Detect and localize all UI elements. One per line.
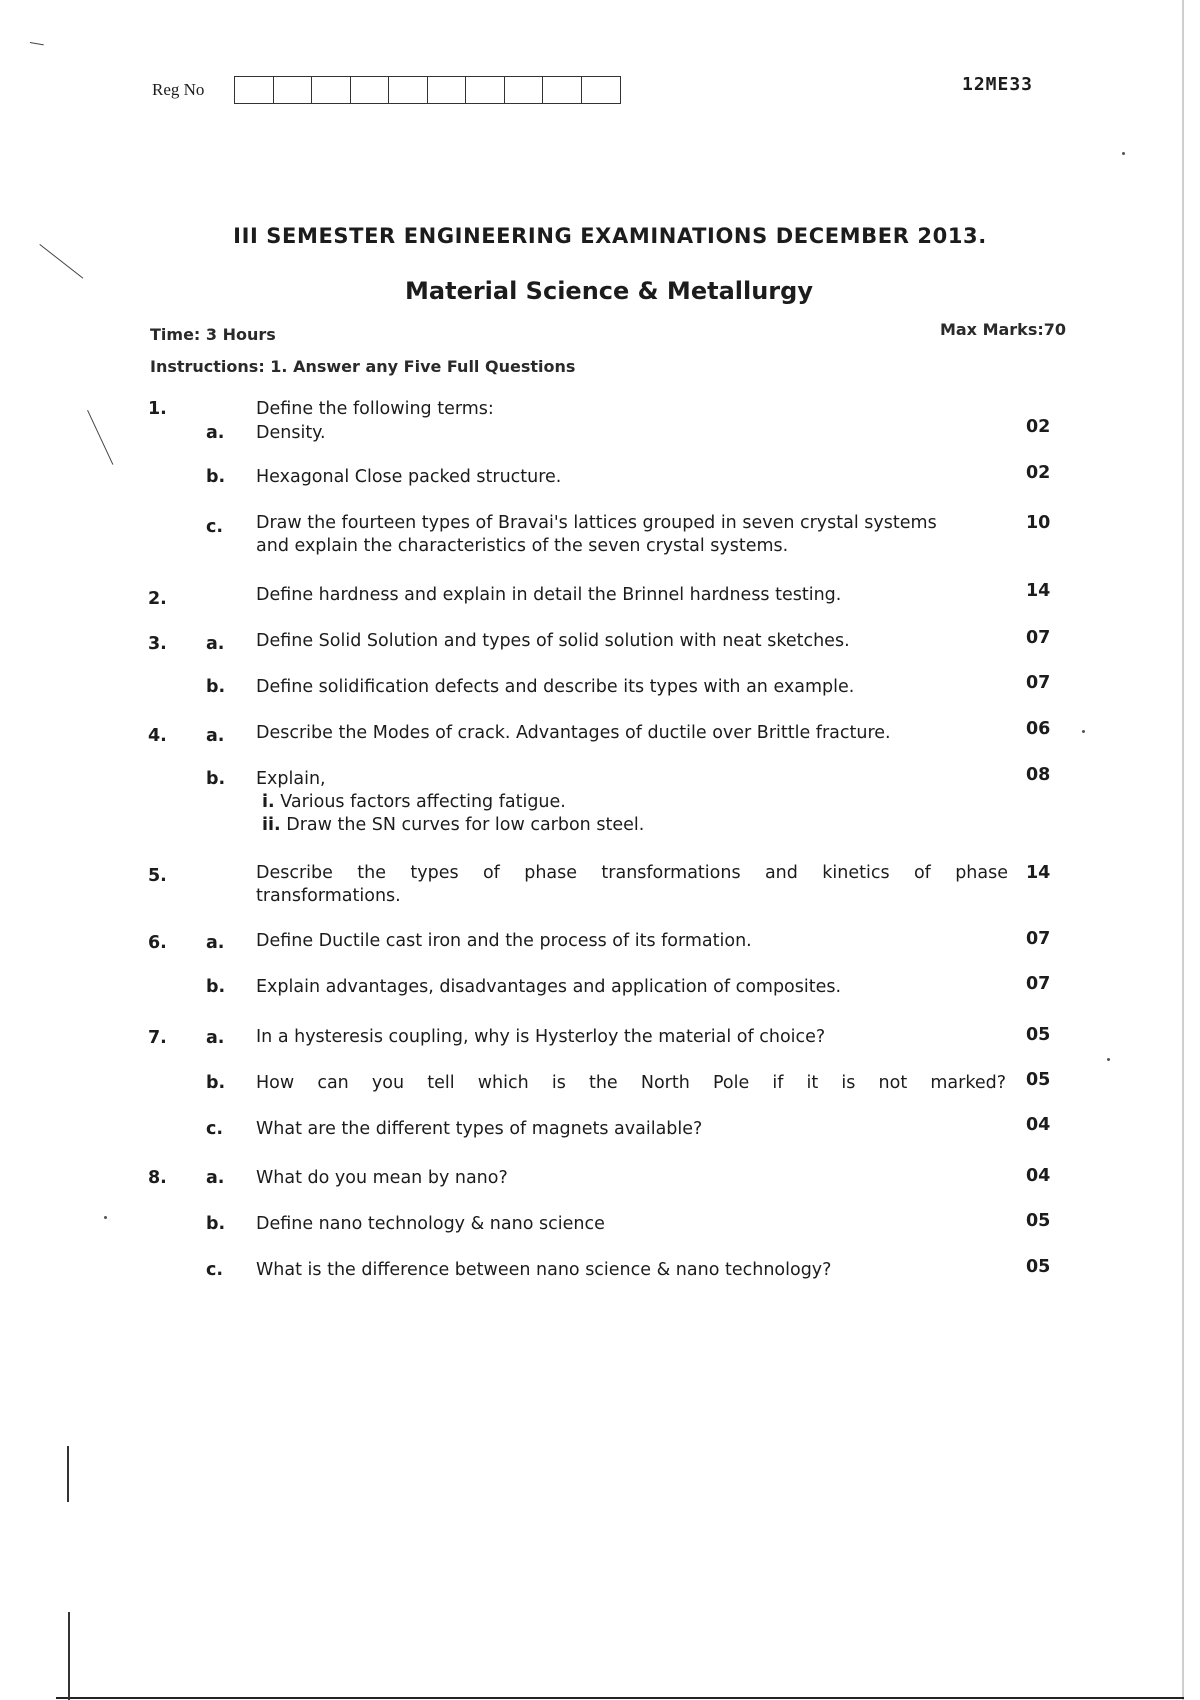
reg-no-label: Reg No xyxy=(152,80,205,99)
sub-question-label: a. xyxy=(206,933,225,953)
question-number: 5. xyxy=(148,866,167,886)
question-text: Density. xyxy=(256,423,326,443)
reg-no-box[interactable] xyxy=(389,77,428,103)
scan-speck xyxy=(104,1216,107,1219)
question-text: Explain advantages, disadvantages and application of composites. xyxy=(256,977,842,997)
question-text: Define solidification defects and describe its types with an example. xyxy=(256,677,855,697)
question-text xyxy=(256,862,1008,908)
question-text-line: transformations. xyxy=(256,886,401,906)
marks: 02 xyxy=(1026,417,1051,437)
scan-mark xyxy=(67,1446,69,1502)
sub-question-label: a. xyxy=(206,423,225,443)
question-number: 8. xyxy=(148,1168,167,1188)
question-text-line: Explain, xyxy=(256,769,326,789)
question-text-line: Draw the fourteen types of Bravai's lattices grouped in seven crystal systems xyxy=(256,513,937,533)
scan-speck xyxy=(1082,730,1085,733)
sub-item-text: Draw the SN curves for low carbon steel. xyxy=(286,815,645,835)
sub-question-label: c. xyxy=(206,517,224,537)
question-text: Define nano technology & nano science xyxy=(256,1214,605,1234)
marks: 07 xyxy=(1026,974,1051,994)
question-text: What do you mean by nano? xyxy=(256,1168,508,1188)
sub-question-label: b. xyxy=(206,467,226,487)
reg-no-box[interactable] xyxy=(351,77,390,103)
sub-question-label: a. xyxy=(206,726,225,746)
exam-title: III SEMESTER ENGINEERING EXAMINATIONS DECEMBER 2013. xyxy=(233,224,987,248)
question-text: Define the following terms: xyxy=(256,399,494,419)
marks: 06 xyxy=(1026,719,1051,739)
instructions: Instructions: 1. Answer any Five Full Questions xyxy=(150,357,576,376)
marks: 02 xyxy=(1026,463,1051,483)
question-text: What are the different types of magnets available? xyxy=(256,1119,703,1139)
scan-edge-bottom xyxy=(56,1697,1184,1699)
question-text: Hexagonal Close packed structure. xyxy=(256,467,562,487)
reg-no-box[interactable] xyxy=(505,77,544,103)
scan-mark xyxy=(68,1612,70,1700)
marks: 05 xyxy=(1026,1070,1051,1090)
scan-speck xyxy=(1122,152,1125,155)
sub-question-label: c. xyxy=(206,1260,224,1280)
question-text-line: and explain the characteristics of the seven crystal systems. xyxy=(256,536,789,556)
reg-no-box[interactable] xyxy=(274,77,313,103)
roman-label: ii. xyxy=(262,815,281,835)
reg-no-box[interactable] xyxy=(235,77,274,103)
marks: 07 xyxy=(1026,929,1051,949)
question-text-line xyxy=(262,791,1008,814)
reg-no-box[interactable] xyxy=(428,77,467,103)
question-text: Define Ductile cast iron and the process of its formation. xyxy=(256,931,752,951)
max-marks: Max Marks:70 xyxy=(939,320,1066,339)
scan-edge-right xyxy=(1182,0,1184,1700)
sub-question-label: b. xyxy=(206,1214,226,1234)
sub-question-label: a. xyxy=(206,634,225,654)
sub-question-label: b. xyxy=(206,769,226,789)
sub-question-label: a. xyxy=(206,1168,225,1188)
marks: 07 xyxy=(1026,673,1051,693)
scan-stroke xyxy=(87,410,113,465)
question-text: What is the difference between nano science & nano technology? xyxy=(256,1260,832,1280)
question-text: Describe the Modes of crack. Advantages of ductile over Brittle fracture. xyxy=(256,723,891,743)
exam-time: Time: 3 Hours xyxy=(150,325,276,344)
question-text: How can you tell which is the North Pole if it is not marked? xyxy=(256,1073,1006,1093)
marks: 05 xyxy=(1026,1025,1051,1045)
question-text xyxy=(256,512,1008,558)
marks: 07 xyxy=(1026,628,1051,648)
question-text: Define Solid Solution and types of solid solution with neat sketches. xyxy=(256,631,850,651)
marks: 04 xyxy=(1026,1115,1051,1135)
sub-item-text: Various factors affecting fatigue. xyxy=(280,792,566,812)
scan-stroke xyxy=(39,244,83,279)
reg-no-box[interactable] xyxy=(582,77,621,103)
question-text: Define hardness and explain in detail the Brinnel hardness testing. xyxy=(256,585,842,605)
question-number: 4. xyxy=(148,726,167,746)
marks: 05 xyxy=(1026,1257,1051,1277)
question-text xyxy=(256,768,1008,837)
marks: 14 xyxy=(1026,863,1051,883)
reg-no-box[interactable] xyxy=(312,77,351,103)
question-number: 7. xyxy=(148,1028,167,1048)
marks: 08 xyxy=(1026,765,1051,785)
marks: 14 xyxy=(1026,581,1051,601)
sub-question-label: b. xyxy=(206,1073,226,1093)
reg-no-box[interactable] xyxy=(543,77,582,103)
question-text: In a hysteresis coupling, why is Hysterloy the material of choice? xyxy=(256,1027,826,1047)
scan-stroke xyxy=(30,42,44,45)
question-text-line: Describe the types of phase transformations and kinetics of phase xyxy=(256,863,1008,883)
question-text-line xyxy=(262,814,1008,837)
roman-label: i. xyxy=(262,792,275,812)
sub-question-label: c. xyxy=(206,1119,224,1139)
question-number: 3. xyxy=(148,634,167,654)
reg-no-box[interactable] xyxy=(466,77,505,103)
sub-question-label: b. xyxy=(206,977,226,997)
marks: 05 xyxy=(1026,1211,1051,1231)
question-number: 1. xyxy=(148,399,167,419)
question-number: 2. xyxy=(148,589,167,609)
scan-speck xyxy=(1107,1058,1110,1061)
paper-code: 12ME33 xyxy=(962,74,1034,95)
subject-title: Material Science & Metallurgy xyxy=(405,277,813,305)
question-number: 6. xyxy=(148,933,167,953)
reg-no-boxes[interactable] xyxy=(234,76,621,104)
marks: 10 xyxy=(1026,513,1051,533)
sub-question-label: a. xyxy=(206,1028,225,1048)
marks: 04 xyxy=(1026,1166,1051,1186)
sub-question-label: b. xyxy=(206,677,226,697)
